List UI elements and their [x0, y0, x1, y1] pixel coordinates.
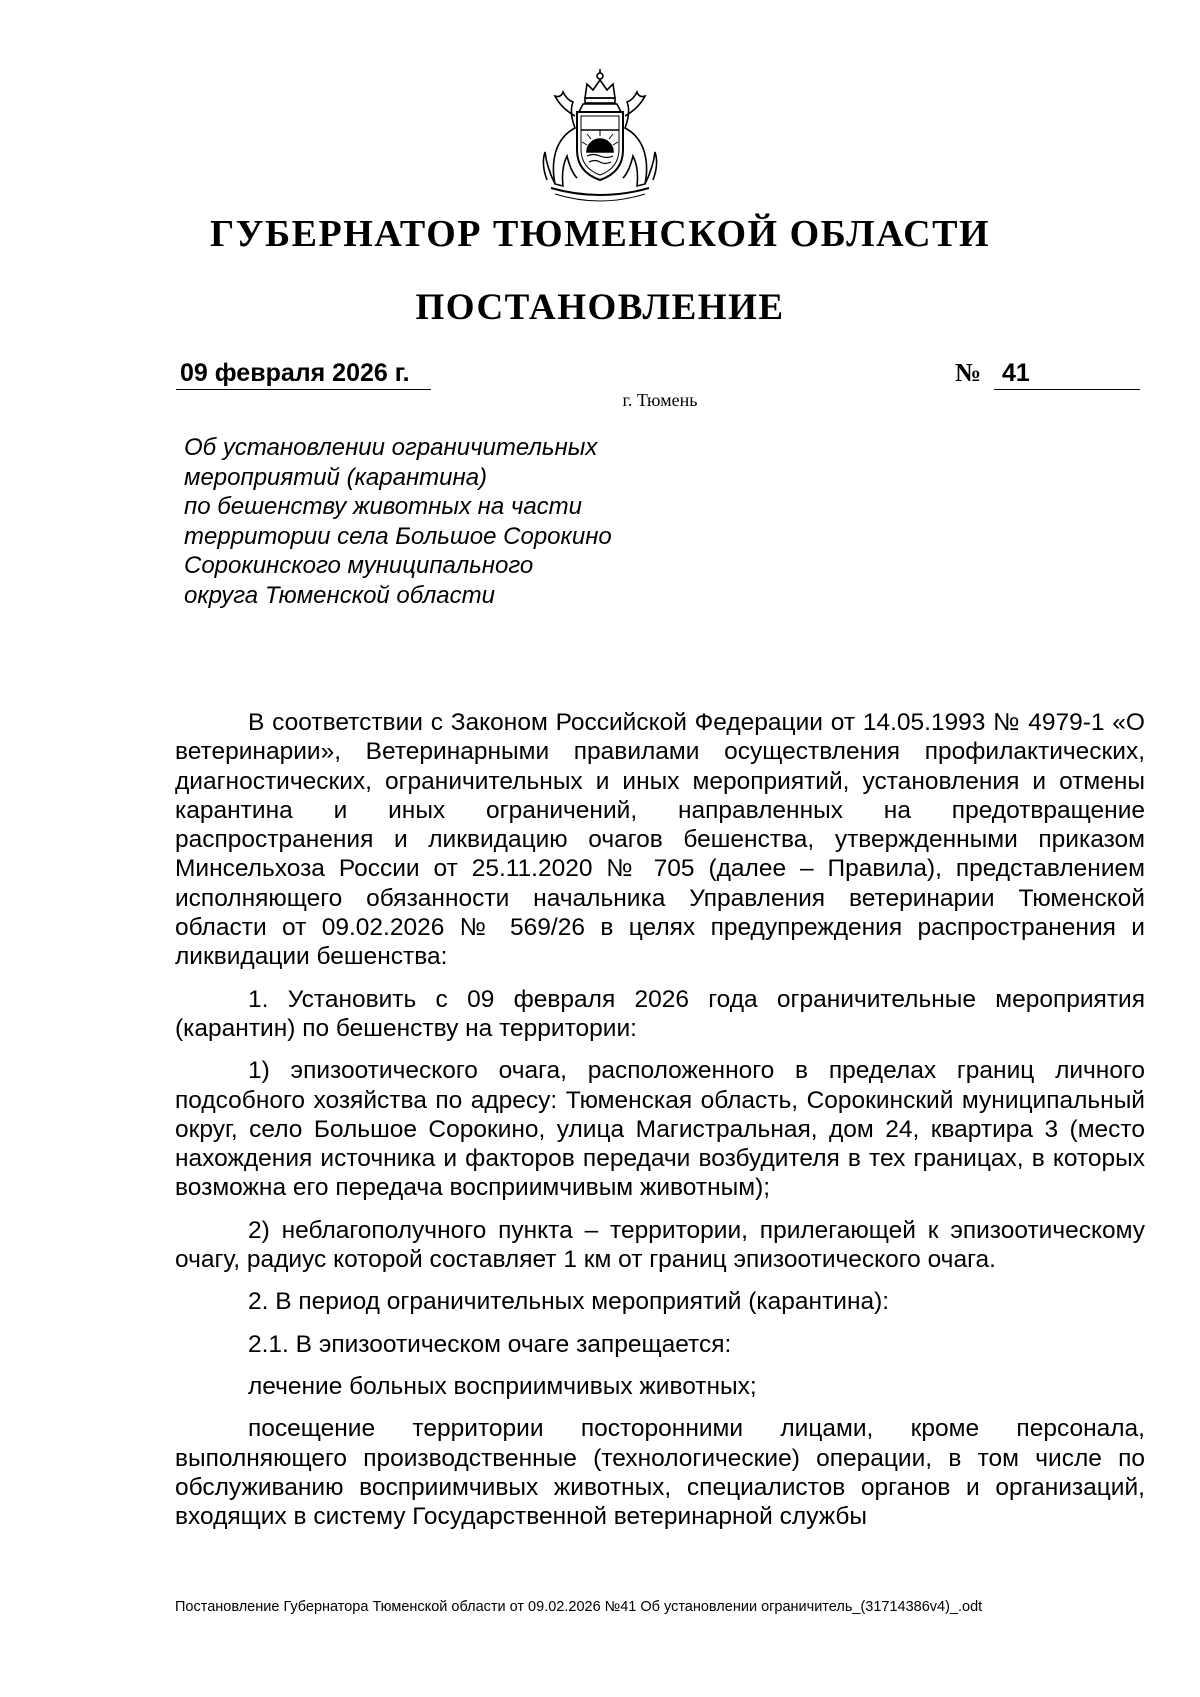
- number-sign: №: [955, 358, 982, 387]
- body-paragraph: посещение территории посторонними лицами, кроме персонала, выполняющего производственные (технологические) операции, в том числе по обслуживанию восприимчивых животных, специалистов органов и организаций, входящих в систему Государственной ветеринарной службы: [175, 1415, 1145, 1531]
- subject-line: округа Тюменской области: [184, 581, 495, 609]
- body-paragraph: 1. Установить с 09 февраля 2026 года ограничительные мероприятия (карантин) по бешенству на территории:: [175, 985, 1145, 1042]
- body-paragraph: лечение больных восприимчивых животных;: [248, 1372, 757, 1400]
- document-date: 09 февраля 2026 г.: [176, 356, 431, 390]
- subject-line: Об установлении ограничительных: [184, 434, 598, 461]
- body-paragraph: 2.1. В эпизоотическом очаге запрещается:: [248, 1330, 732, 1358]
- document-type: ПОСТАНОВЛЕНИЕ: [415, 287, 785, 328]
- subject-line: территории села Большое Сорокино: [184, 522, 612, 550]
- body-paragraph: В соответствии с Законом Российской Федерации от 14.05.1993 № 4979-1 «О ветеринарии», Ветеринарными правилами осуществления профилактических, диагностических, ограничительных и иных мероприятий, установления и отмены карантина и иных ограничений, направленных на предотвращение распространения и ликвидацию очагов бешенства, утвержденными приказом Минсельхоза России от 25.11.2020 № 705 (далее – Правила), представлением исполняющего обязанности начальника Управления ветеринарии Тюменской области от 09.02.2026 № 569/26 в целях предупреждения распространения и ликвидации бешенства:: [175, 709, 1145, 971]
- issue-city: г. Тюмень: [622, 390, 698, 410]
- subject-line: мероприятий (карантина): [184, 463, 488, 491]
- document-body: [175, 708, 1145, 1531]
- page-footer: Постановление Губернатора Тюменской области от 09.02.2026 №41 Об установлении ограничитель_(31714386v4)_.odt: [175, 1599, 983, 1615]
- subject-line: Сорокинского муниципального: [184, 552, 534, 579]
- body-paragraph: 2. В период ограничительных мероприятий (карантина):: [248, 1288, 890, 1316]
- coat-of-arms-icon: [525, 68, 675, 208]
- document-number: 41: [994, 356, 1140, 390]
- document-subject: [184, 433, 744, 610]
- issuer-title: ГУБЕРНАТОР ТЮМЕНСКОЙ ОБЛАСТИ: [209, 213, 991, 255]
- subject-line: по бешенству животных на части: [184, 493, 583, 520]
- body-paragraph: 1) эпизоотического очага, расположенного в пределах границ личного подсобного хозяйства по адресу: Тюменская область, Сорокинский муниципальный округ, село Большое Сорокино, улица Магистральная, дом 24, квартира 3 (место нахождения источника и факторов передачи возбудителя в тех границах, в которых возможна его передача восприимчивым животным);: [175, 1057, 1145, 1202]
- body-paragraph: 2) неблагополучного пункта – территории, прилегающей к эпизоотическому очагу, радиус которой составляет 1 км от границ эпизоотического очага.: [175, 1216, 1145, 1274]
